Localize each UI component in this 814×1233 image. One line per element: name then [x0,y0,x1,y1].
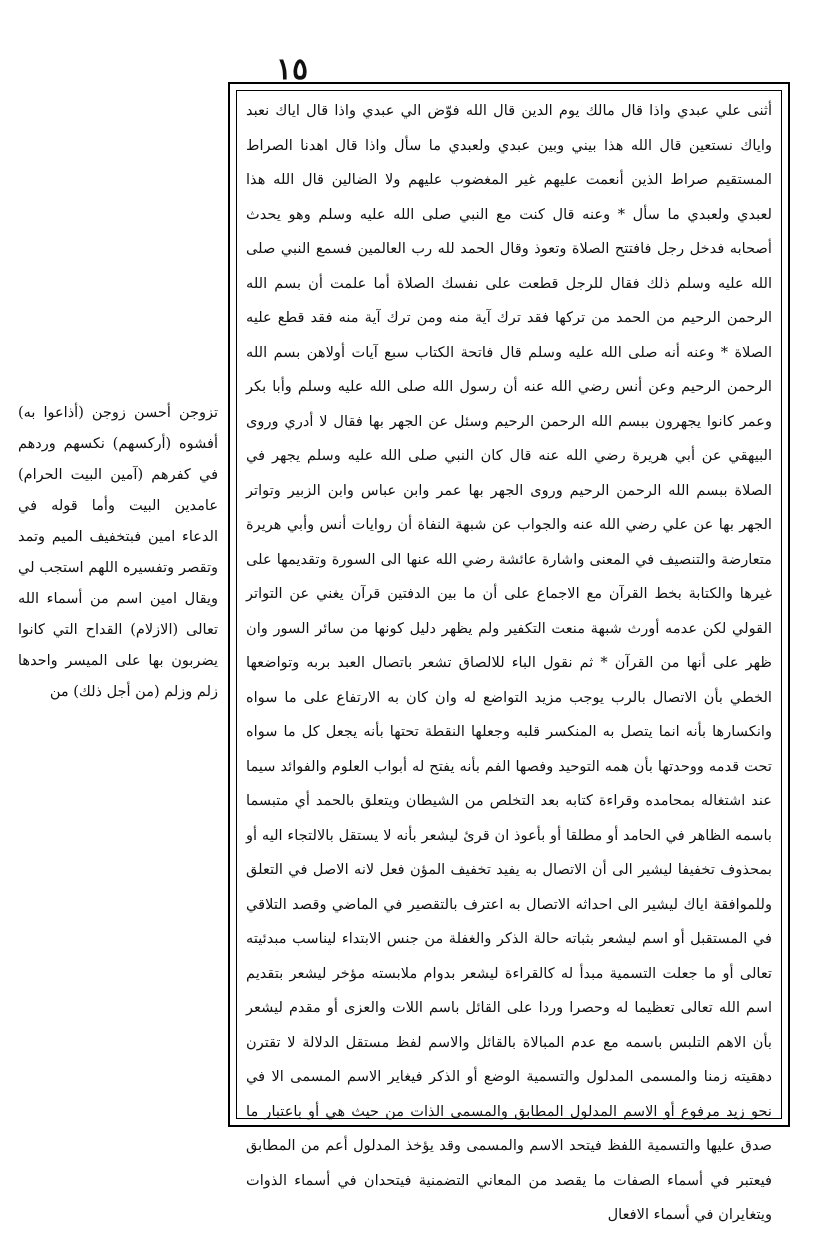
text-frame [228,82,790,1223]
margin-note [18,398,218,838]
page-number: ١٥ [275,52,309,87]
main-text-block [246,94,772,1223]
main-text-paragraph: أثنى علي عبدي واذا قال مالك يوم الدين قال الله فوّض الي عبدي واذا قال اياك نعبد واياك نستعين قال الله هذا بيني وبين عبدي ولعبدي ما سأل واذا قال اهدنا الصراط المستقيم صراط الذين أنعمت عليهم غير المغضوب عليهم ولا الضالين قال الله هذا لعبدي ولعبدي ما سأل * وعنه قال كنت مع النبي صلى الله عليه وسلم وهو يحدث أصحابه فدخل رجل فافتتح الصلاة وتعوذ وقال الحمد لله رب العالمين فسمع النبي صلى الله عليه وسلم ذلك فقال للرجل قطعت على نفسك الصلاة أما علمت أن بسم الله الرحمن الرحيم من الحمد من تركها فقد ترك آية منه ومن ترك آية منه فقد قطع عليه الصلاة * وعنه أنه صلى الله عليه وسلم قال فاتحة الكتاب سبع آيات أولاهن بسم الله الرحمن الرحيم وعن أنس رضي الله عنه أن رسول الله صلى الله عليه وسلم وأبا بكر وعمر كانوا يجهرون ببسم الله الرحمن الرحيم وسئل عن الجهر بها فقال لا أدري وروى البيهقي عن أبي هريرة رضي الله عنه قال كان النبي صلى الله عليه وسلم يجهر في الصلاة ببسم الله الرحمن الرحيم وروى الجهر بها عمر وابن عباس وابن الزبير وتواتر الجهر بها عن علي رضي الله عنه والجواب عن شبهة النفاة أن روايات أنس وأبي هريرة متعارضة والتنصيف في المعنى واشارة عائشة رضي الله عنها الى السورة وتقديمها على غيرها والكتابة بخط القرآن مع الاجماع على أن ما بين الدفتين قرآن يغني عن التواتر القولي لكن عدمه أورث شبهة منعت التكفير ولم يظهر دليل كونها من سائر السور وان ظهر على أنها من القرآن * ثم نقول الباء للالصاق تشعر باتصال العبد بربه وتواضعها الخطي بأن الاتصال بالرب يوجب مزيد التواضع له وان كان به الارتفاع على ما سواه وانكسارها بأنه انما يتصل به المنكسر قلبه وجعلها النقطة تحتها بأنه يجعل كل ما سواه تحت قدمه ووحدتها بأن همه التوحيد وفصها الفم بأنه يفتح له أبواب العلوم والفوائد سيما عند اشتغاله بمحامده وقراءة كتابه بعد التخلص من الشيطان ويتعلق بالحمد أي متبسما باسمه الظاهر في الحامد أو مطلقا أو بأعوذ ان قرئ ليشعر بأنه لا يستقل بالالتجاء اليه أو بمحذوف تخفيفا ليشير الى أن الاتصال به يفيد تخفيف المؤن فعل لانه الاصل في التعلق وللموافقة اياك ليشير الى احداثه الاتصال به اعترف بالتقصير في الماضي وقصد التلاقي في المستقبل أو اسم ليشعر بثباته حالة الذكر والغفلة من جنس الابتداء ليناسب مبدئيته تعالى أو ما جعلت التسمية مبدأ له كالقراءة ليشعر بدوام ملابسته مؤخر ليشعر بتقديم اسم الله تعالى تعظيما له وحصرا وردا على القائل باسم اللات والعزى أو مقدم ليشعر بأن الاهم التلبس باسمه مع عدم المبالاة بالقائل والاسم لفظ مستقل الدلالة لا تقترن دهقيته زمنا والمسمى المدلول والتسمية الوضع أو الذكر فيغاير الاسم المسمى الا في نحو زيد مرفوع أو الاسم المدلول المطابق والمسمى الذات من حيث هي أو باعتبار ما صدق عليها والتسمية اللفظ فيتحد الاسم والمسمى وقد يؤخذ المدلول أعم من المطابق فيعتبر في أسماء الصفات ما يقصد من المعاني التضمنية فيتحدان في أسماء الذوات ويتغايران في أسماء الافعال [246,102,772,1223]
margin-note-paragraph: تزوجن أحسن زوجن (أذاعوا به) أفشوه (أركسهم) نكسهم وردهم في كفرهم (آمين البيت الحرام) عامدين البيت وأما قوله في الدعاء امين فبتخفيف الميم وتمد وتقصر وتفسيره اللهم استجب لي ويقال امين اسم من أسماء الله تعالى (الازلام) القداح التي كانوا يضربون بها على الميسر واحدها زلم وزلم (من أجل ذلك) من [18,405,218,700]
